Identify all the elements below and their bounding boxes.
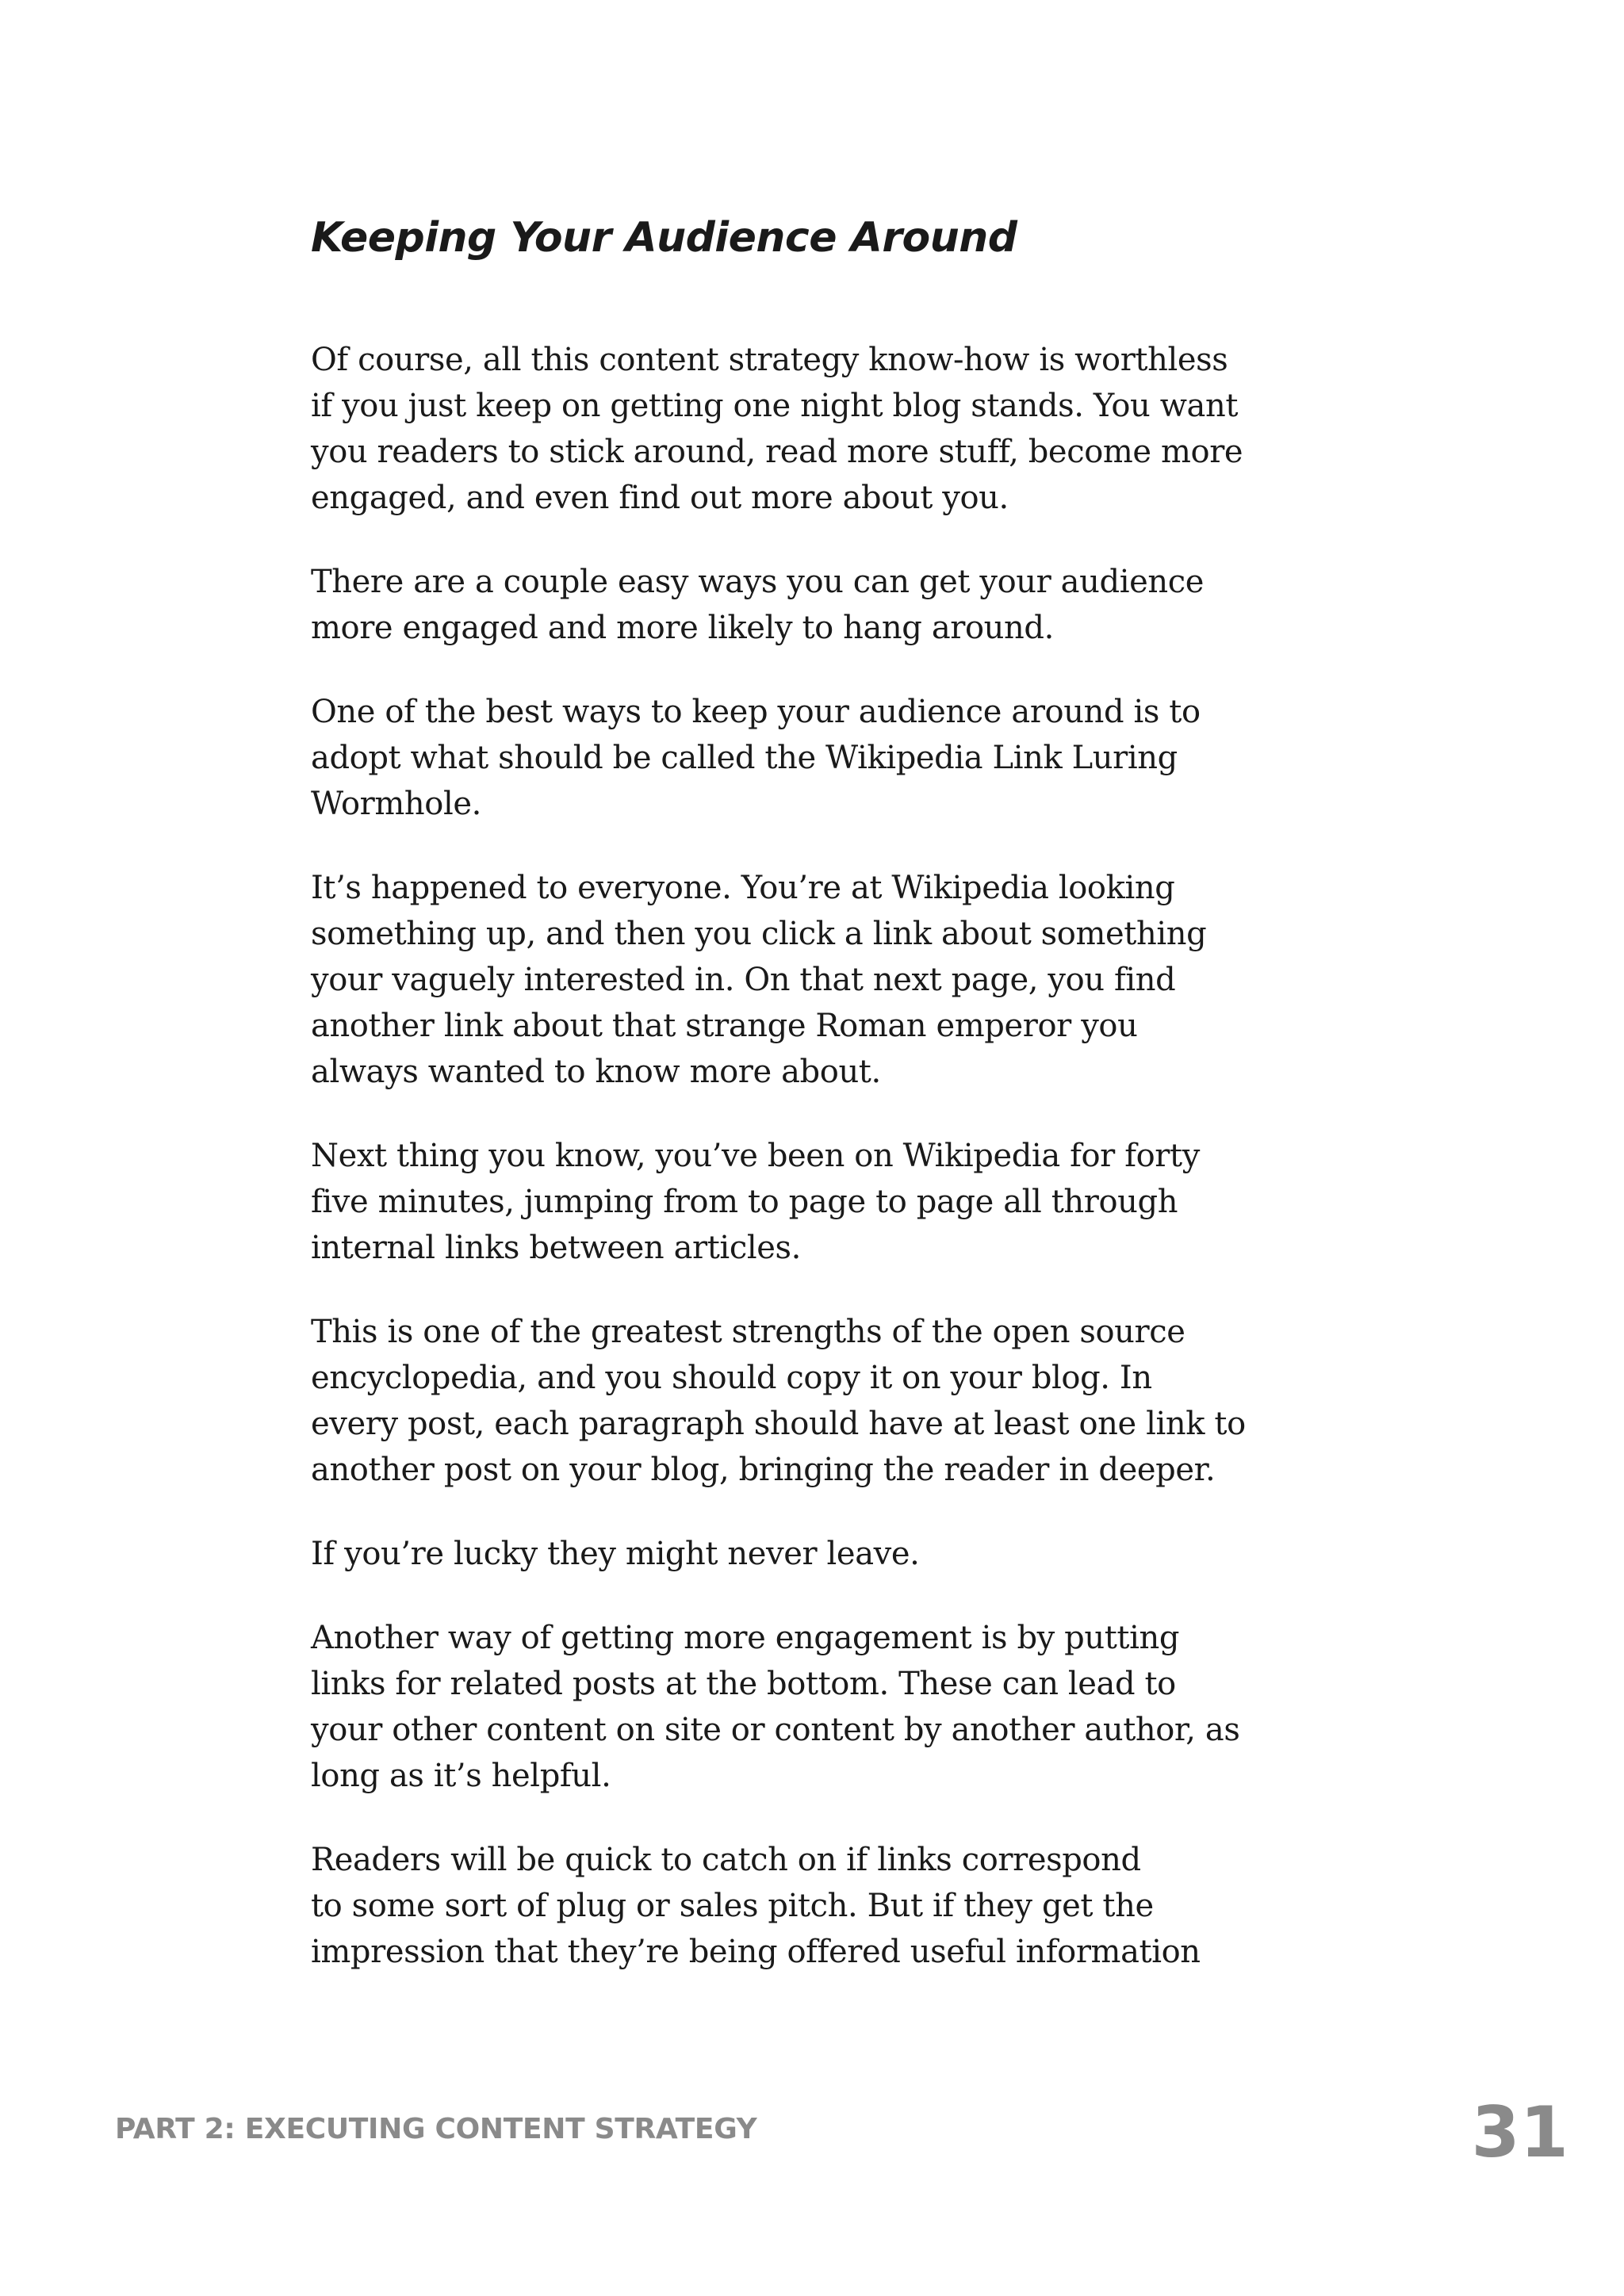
text-line: another post on your blog, bringing the reader in deeper. — [311, 1452, 1216, 1488]
paragraph — [311, 559, 1310, 651]
text-line: Wormhole. — [311, 786, 481, 822]
text-line: adopt what should be called the Wikipedia Link Luring — [311, 740, 1178, 776]
text-line: There are a couple easy ways you can get your audience — [311, 564, 1204, 600]
paragraph — [311, 337, 1310, 521]
paragraph — [311, 865, 1310, 1095]
text-line: Next thing you know, you’ve been on Wikipedia for forty — [311, 1138, 1200, 1174]
text-line: encyclopedia, and you should copy it on your blog. In — [311, 1360, 1152, 1396]
text-line: another link about that strange Roman emperor you — [311, 1008, 1138, 1044]
text-line: always wanted to know more about. — [311, 1054, 881, 1090]
text-line: five minutes, jumping from to page to page all through — [311, 1184, 1178, 1220]
text-line: if you just keep on getting one night blog stands. You want — [311, 388, 1239, 424]
text-line: It’s happened to everyone. You’re at Wikipedia looking — [311, 870, 1175, 906]
text-line: impression that they’re being offered useful information — [311, 1934, 1201, 1970]
section-heading: Keeping Your Audience Around — [311, 214, 1017, 262]
paragraph — [311, 1615, 1310, 1799]
text-line: Another way of getting more engagement is by putting — [311, 1620, 1180, 1656]
text-line: something up, and then you click a link about something — [311, 916, 1207, 952]
page-number: 31 — [1471, 2091, 1568, 2173]
text-line: more engaged and more likely to hang around. — [311, 610, 1054, 646]
text-line: to some sort of plug or sales pitch. But if they get the — [311, 1888, 1154, 1924]
footer-section-label: PART 2: EXECUTING CONTENT STRATEGY — [115, 2113, 757, 2145]
text-line: This is one of the greatest strengths of the open source — [311, 1314, 1185, 1350]
text-line: engaged, and even find out more about you. — [311, 480, 1009, 516]
paragraph — [311, 689, 1310, 827]
paragraph — [311, 1309, 1310, 1493]
paragraph — [311, 1531, 1310, 1577]
text-line: If you’re lucky they might never leave. — [311, 1536, 920, 1572]
text-line: One of the best ways to keep your audience around is to — [311, 694, 1201, 730]
text-line: you readers to stick around, read more stuff, become more — [311, 434, 1243, 470]
text-line: Readers will be quick to catch on if links correspond — [311, 1842, 1141, 1878]
text-line: your vaguely interested in. On that next page, you find — [311, 962, 1176, 998]
text-line: links for related posts at the bottom. These can lead to — [311, 1666, 1176, 1702]
text-line: your other content on site or content by another author, as — [311, 1712, 1240, 1748]
text-line: long as it’s helpful. — [311, 1758, 611, 1794]
paragraph — [311, 1837, 1310, 1975]
body-text — [311, 337, 1310, 2013]
paragraph — [311, 1133, 1310, 1271]
text-line: Of course, all this content strategy know-how is worthless — [311, 342, 1228, 378]
text-line: internal links between articles. — [311, 1230, 801, 1266]
text-line: every post, each paragraph should have at least one link to — [311, 1406, 1246, 1442]
